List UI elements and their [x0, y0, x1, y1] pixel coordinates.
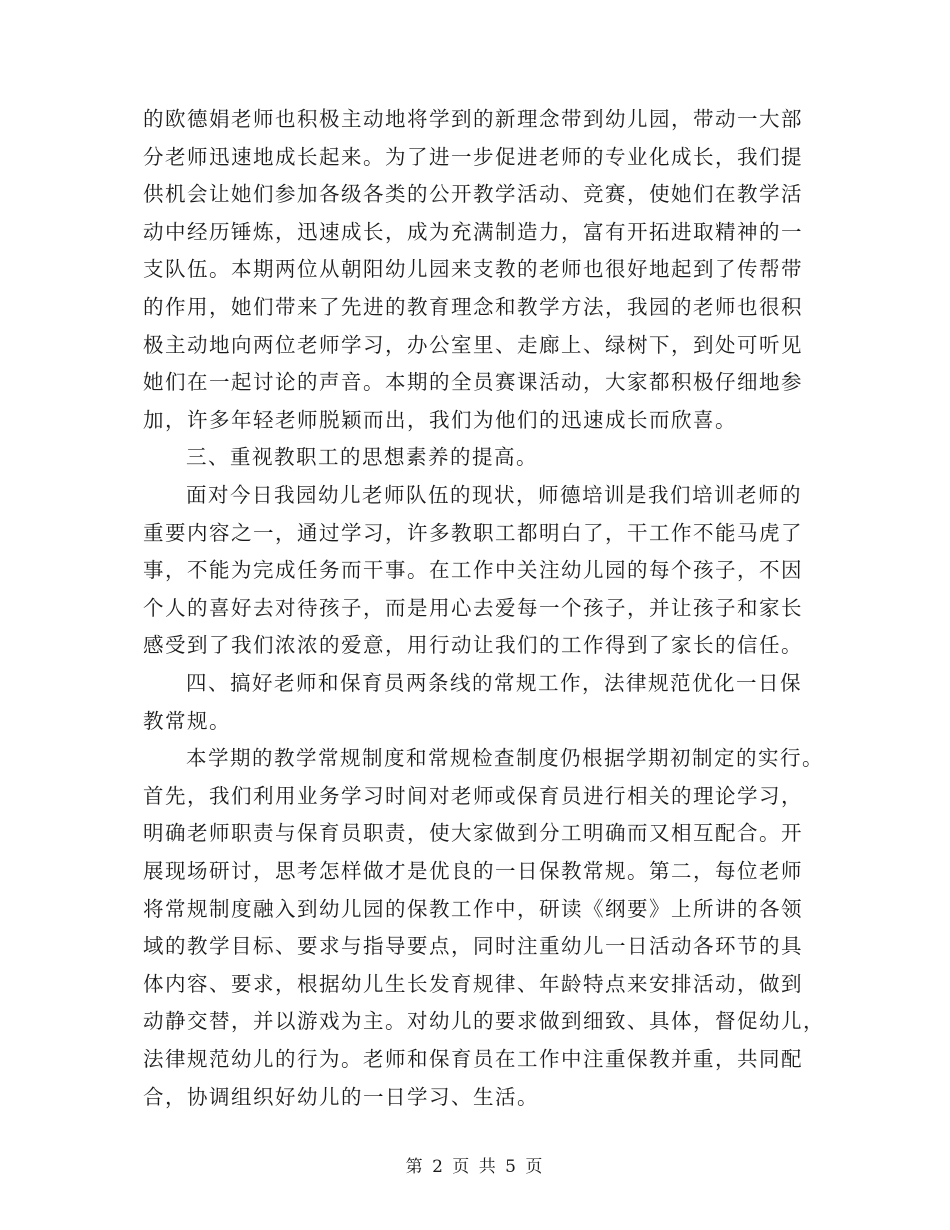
- text-line: 重要内容之一，通过学习，许多教职工都明白了，干工作不能马虎了: [143, 520, 803, 545]
- text-line: 分老师迅速地成长起来。为了进一步促进老师的专业化成长，我们提: [143, 144, 803, 169]
- text-line: 法律规范幼儿的行为。老师和保育员在工作中注重保教并重，共同配: [143, 1047, 803, 1071]
- text-line: 事，不能为完成任务而干事。在工作中关注幼儿园的每个孩子，不因: [143, 558, 803, 583]
- text-line: 合，协调组织好幼儿的一日学习、生活。: [143, 1084, 539, 1109]
- text-line: 极主动地向两位老师学习，办公室里、走廊上、绿树下，到处可听见: [143, 332, 803, 357]
- text-line: 体内容、要求，根据幼儿生长发育规律、年龄特点来安排活动，做到: [143, 971, 803, 996]
- text-line: 加，许多年轻老师脱颖而出，我们为他们的迅速成长而欣喜。: [143, 407, 737, 432]
- text-line: 供机会让她们参加各级各类的公开教学活动、竞赛，使她们在教学活: [143, 182, 803, 207]
- section-heading: 三、重视教职工的思想素养的提高。: [186, 445, 538, 470]
- text-line: 动中经历锤炼，迅速成长，成为充满制造力，富有开拓进取精神的一: [143, 219, 803, 244]
- section-heading: 教常规。: [143, 708, 231, 733]
- text-line: 感受到了我们浓浓的爱意，用行动让我们的工作得到了家长的信任。: [143, 633, 803, 658]
- text-line: 本学期的教学常规制度和常规检查制度仍根据学期初制定的实行。: [186, 746, 824, 771]
- text-line: 域的教学目标、要求与指导要点，同时注重幼儿一日活动各环节的具: [143, 934, 803, 959]
- text-line: 支队伍。本期两位从朝阳幼儿园来支教的老师也很好地起到了传帮带: [143, 257, 803, 282]
- text-line: 的欧德娟老师也积极主动地将学到的新理念带到幼儿园，带动一大部: [143, 107, 803, 131]
- text-line: 明确老师职责与保育员职责，使大家做到分工明确而又相互配合。开: [143, 821, 803, 846]
- text-line: 面对今日我园幼儿老师队伍的现状，师德培训是我们培训老师的: [186, 483, 802, 507]
- text-line: 首先，我们利用业务学习时间对老师或保育员进行相关的理论学习，: [143, 783, 803, 808]
- text-line: 她们在一起讨论的声音。本期的全员赛课活动，大家都积极仔细地参: [143, 370, 803, 395]
- text-line: 展现场研讨，思考怎样做才是优良的一日保教常规。第二，每位老师: [143, 859, 803, 883]
- text-line: 将常规制度融入到幼儿园的保教工作中，研读《纲要》上所讲的各领: [143, 896, 803, 921]
- text-line: 动静交替，并以游戏为主。对幼儿的要求做到细致、具体，督促幼儿，: [143, 1009, 825, 1034]
- text-line: 个人的喜好去对待孩子，而是用心去爱每一个孩子，并让孩子和家长: [143, 595, 803, 620]
- text-line: 的作用，她们带来了先进的教育理念和教学方法，我园的老师也很积: [143, 295, 803, 319]
- section-heading: 四、搞好老师和保育员两条线的常规工作，法律规范优化一日保: [186, 671, 802, 695]
- page-footer: 第 2 页 共 5 页: [405, 1157, 545, 1177]
